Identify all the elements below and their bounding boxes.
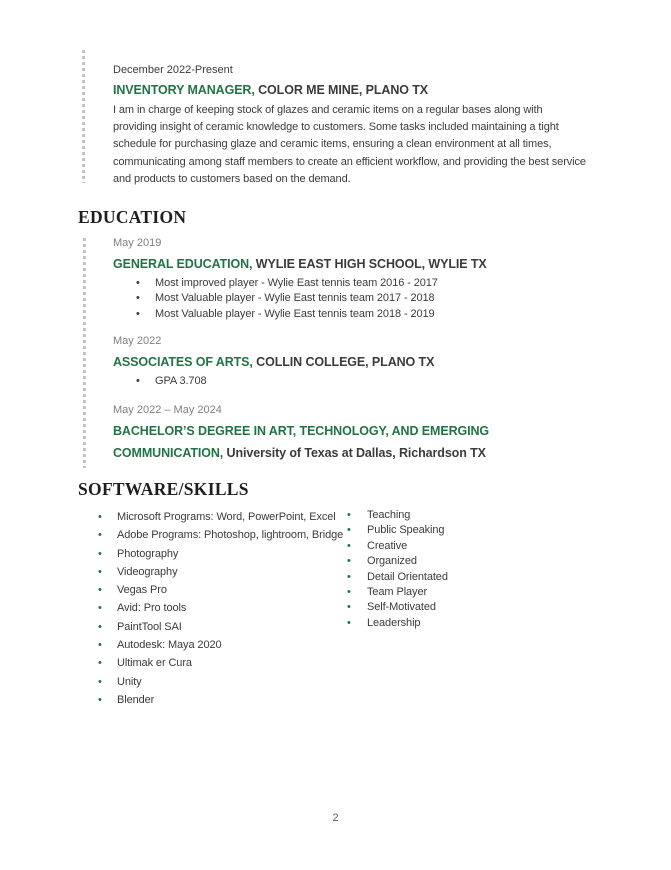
education-school: University of Texas at Dallas, Richardson TX (226, 446, 486, 461)
education-entry (113, 236, 591, 322)
education-bullet: • GPA 3.708 (113, 374, 591, 389)
skill-item: • Organized (347, 554, 448, 569)
skill-item: • Unity (98, 673, 347, 691)
education-degree-line2 (113, 446, 486, 460)
education-title-line (113, 253, 591, 275)
skill-item: • Creative (347, 539, 448, 554)
experience-description: I am in charge of keeping stock of glazes and ceramic items on a regular bases along with providing insight of ceramic knowledge to customers. Some tasks included maintaining a tight schedule for purchasing glaze and ceramic items, ensuring a clean environment at all times, communicating among staff members to create an efficient workflow, and providing the best service and products to customers based on the demand. (113, 104, 586, 185)
experience-date: December 2022-Present (113, 64, 233, 76)
education-date: May 2022 – May 2024 (113, 404, 222, 417)
education-bullet-list (113, 276, 591, 322)
experience-entry (113, 50, 587, 188)
education-date: May 2022 (113, 334, 162, 347)
skill-item: • Detail Orientated (347, 570, 448, 585)
page-number: 2 (332, 812, 339, 824)
education-section-heading: EDUCATION (78, 207, 187, 227)
skill-item: • Avid: Pro tools (98, 599, 347, 617)
education-bullet: • Most Valuable player - Wylie East tennis team 2018 - 2019 (113, 307, 591, 322)
education-title-line (113, 351, 591, 373)
skill-item: • Adobe Programs: Photoshop, lightroom, Bridge (98, 526, 347, 544)
education-degree: ASSOCIATES OF ARTS, (113, 354, 253, 369)
education-school: COLLIN COLLEGE, PLANO TX (256, 354, 435, 369)
skills-section-heading: SOFTWARE/SKILLS (78, 479, 249, 499)
skills-list-left (98, 508, 347, 709)
education-title-line (113, 420, 591, 464)
experience-accent-line (82, 50, 85, 183)
skill-item: • Blender (98, 691, 347, 709)
skill-item: • Videography (98, 563, 347, 581)
education-bullet: • Most improved player - Wylie East tennis team 2016 - 2017 (113, 276, 591, 291)
skill-item: • Photography (98, 545, 347, 563)
skills-section (98, 508, 448, 709)
skill-item: • Ultimak er Cura (98, 654, 347, 672)
skill-item: • Vegas Pro (98, 581, 347, 599)
skill-item: • Team Player (347, 585, 448, 600)
skill-item: • Microsoft Programs: Word, PowerPoint, Excel (98, 508, 347, 526)
education-section (113, 236, 591, 464)
education-school: WYLIE EAST HIGH SCHOOL, WYLIE TX (255, 257, 487, 271)
experience-job-title: INVENTORY MANAGER, (113, 83, 255, 97)
skill-item: • Teaching (347, 508, 448, 523)
education-bullet-list (113, 374, 591, 389)
skill-item: • Leadership (347, 616, 448, 631)
education-accent-line (83, 238, 86, 468)
education-entry (113, 403, 591, 464)
education-degree-line1: BACHELOR’S DEGREE IN ART, TECHNOLOGY, AND EMERGING (113, 424, 490, 439)
education-date: May 2019 (113, 237, 162, 249)
skill-item: • Self-Motivated (347, 600, 448, 615)
skill-item: • PaintTool SAI (98, 618, 347, 636)
skills-list-right (347, 508, 448, 709)
skill-item: • Autodesk: Maya 2020 (98, 636, 347, 654)
education-entry (113, 334, 591, 389)
education-degree: GENERAL EDUCATION, (113, 257, 253, 271)
skill-item: • Public Speaking (347, 523, 448, 538)
education-degree: COMMUNICATION, (113, 446, 224, 461)
experience-title-line (113, 81, 587, 99)
education-bullet: • Most Valuable player - Wylie East tennis team 2017 - 2018 (113, 291, 591, 306)
experience-employer: COLOR ME MINE, PLANO TX (258, 83, 429, 97)
